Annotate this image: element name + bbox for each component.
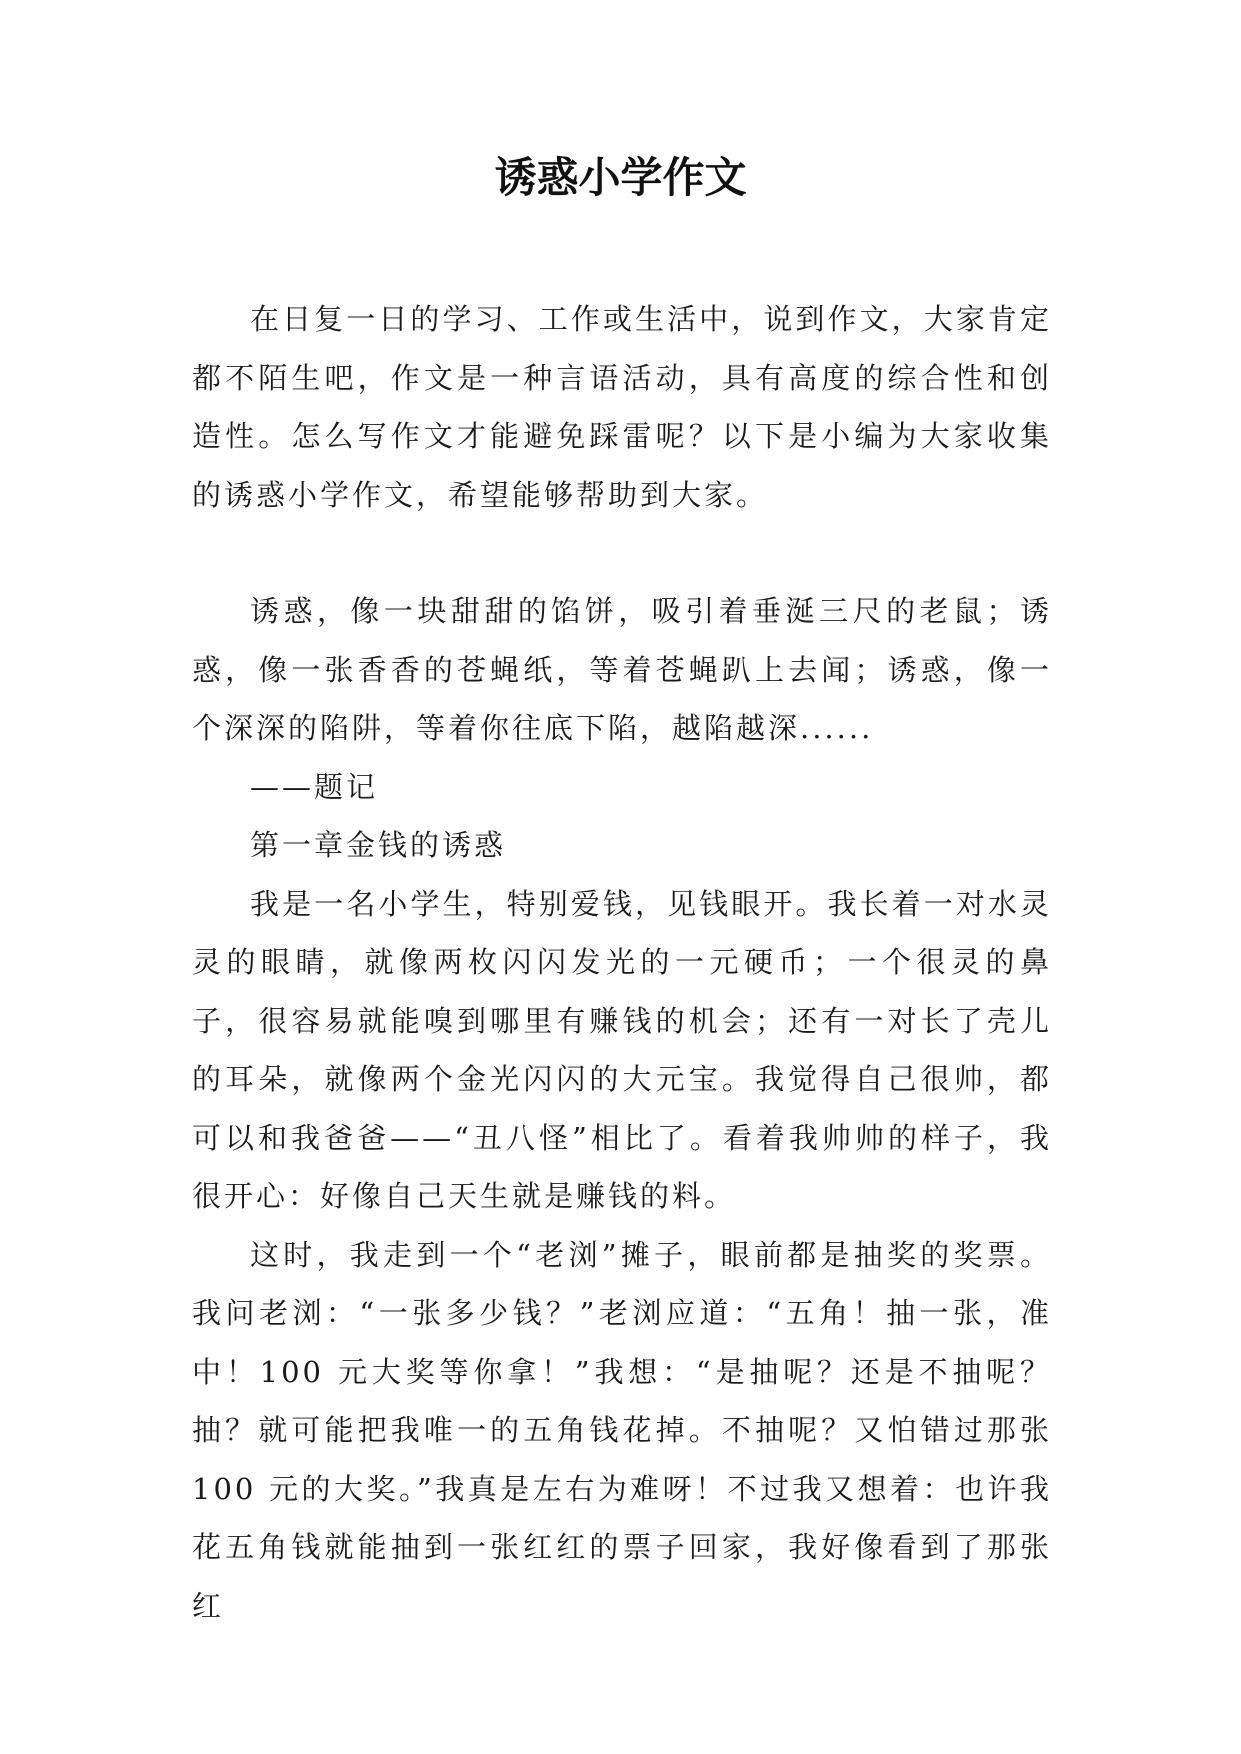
body-paragraph: 我是一名小学生，特别爱钱，见钱眼开。我长着一对水灵灵的眼睛，就像两枚闪闪发光的一元硬币；一个很灵的鼻子，很容易就能嗅到哪里有赚钱的机会；还有一对长了壳儿的耳朵，就像两个金光闪闪的大元宝。我觉得自己很帅，都可以和我爸爸——“丑八怪”相比了。看着我帅帅的样子，我很开心：好像自己天生就是赚钱的料。	[192, 886, 1052, 1213]
document-title: 诱惑小学作文	[494, 153, 747, 202]
paragraph-spacer	[192, 524, 1052, 582]
chapter-heading: 第一章金钱的诱惑	[250, 828, 507, 862]
epigraph-attribution: ——题记	[250, 769, 379, 804]
epigraph-paragraph: 诱惑，像一块甜甜的馅饼，吸引着垂涎三尺的老鼠；诱惑，像一张香香的苍蝇纸，等着苍蝇趴上去闻；诱惑，像一个深深的陷阱，等着你往底下陷，越陷越深......	[192, 594, 1052, 745]
intro-paragraph: 在日复一日的学习、工作或生活中，说到作文，大家肯定都不陌生吧，作文是一种言语活动，具有高度的综合性和创造性。怎么写作文才能避免踩雷呢？以下是小编为大家收集的诱惑小学作文，希望能够帮助到大家。	[192, 302, 1052, 512]
document-body	[192, 290, 1052, 1635]
body-paragraph: 这时，我走到一个“老浏”摊子，眼前都是抽奖的奖票。我问老浏：“一张多少钱？”老浏应道：“五角！抽一张，准中！100 元大奖等你拿！”我想：“是抽呢？还是不抽呢？抽？就可能把我唯一的五角钱花掉。不抽呢？又怕错过那张 100 元的大奖。”我真是左右为难呀！不过我又想着：也许我花五角钱就能抽到一张红红的票子回家，我好像看到了那张红	[192, 1237, 1052, 1623]
